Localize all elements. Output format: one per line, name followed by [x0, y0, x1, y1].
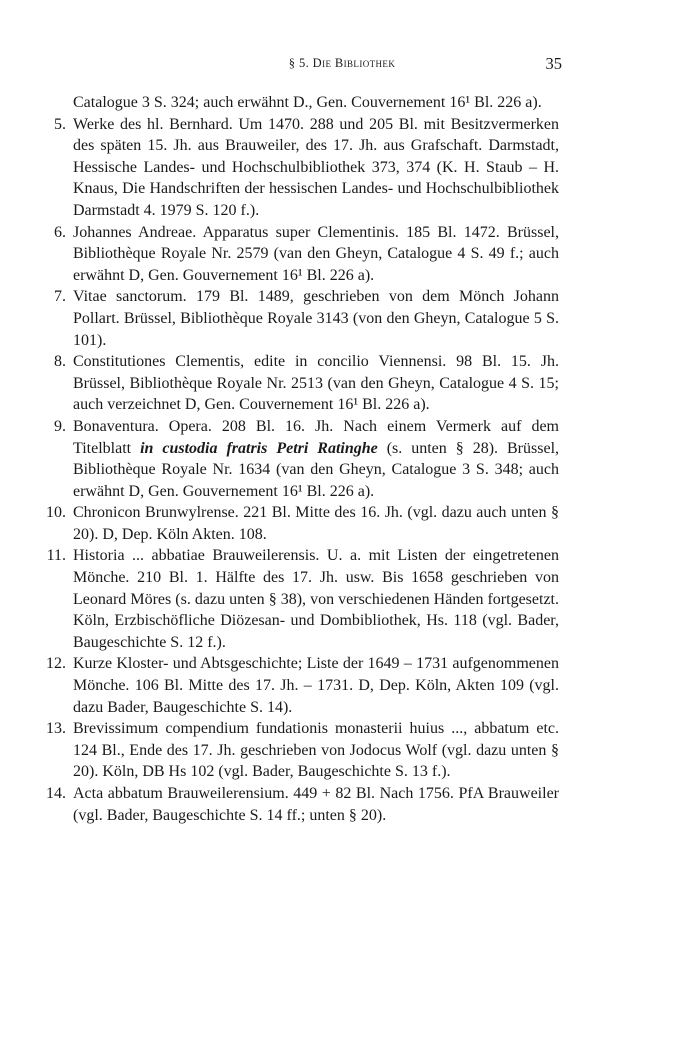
list-item [24, 222, 559, 287]
list-item [24, 545, 559, 653]
item-number: 11. [46, 547, 66, 565]
item-text-italic: in custodia fratris Petri Ratinghe [140, 439, 378, 457]
item-number: 12. [46, 655, 66, 673]
item-text-after: (s. unten § 28). Brüssel, Bibliothèque Royale Nr. 1634 (van den Gheyn, Catalogue 3 S. 348; auch erwähnt D, Gen. Gouvernement 16¹ Bl. 226 a). [73, 439, 560, 500]
list-item [24, 351, 559, 416]
item-text: Historia ... abbatiae Brauweilerensis. U. a. mit Listen der eingetretenen Mönche. 210 Bl. 1. Hälfte des 17. Jh. usw. Bis 1658 geschrieben von Leonard Möres (s. dazu unten § 38), von verschiedenen Händen fortgesetzt. Köln, Erzbischöfliche Diözesan- und Dombibliothek, Hs. 118 (vgl. Bader, Baugeschichte S. 12 f.). [73, 547, 559, 651]
item-number: 5. [54, 115, 66, 133]
item-number: 9. [54, 417, 66, 435]
item-text: Werke des hl. Bernhard. Um 1470. 288 und 205 Bl. mit Besitzvermerken des späten 15. Jh. aus Brauweiler, des 17. Jh. aus Grafschaft. Darmstadt, Hessische Landes- und Hochschulbibliothek 373, 374 (K. H. Staub – H. Knaus, Die Handschriften der hessischen Landes- und Hochschulbibliothek Darmstadt 4. 1979 S. 120 f.). [73, 115, 559, 219]
item-text [73, 418, 559, 500]
page-header [0, 56, 700, 78]
item-text: Johannes Andreae. Apparatus super Clementinis. 185 Bl. 1472. Brüssel, Bibliothèque Royale Nr. 2579 (van den Gheyn, Catalogue 4 S. 49 f.; auch erwähnt D, Gen. Gouvernement 16¹ Bl. 226 a). [73, 223, 559, 284]
list-item [24, 416, 559, 502]
item-number: 7. [54, 288, 66, 306]
item-text: Kurze Kloster- und Abtsgeschichte; Liste der 1649 – 1731 aufgenommenen Mönche. 106 Bl. Mitte des 17. Jh. – 1731. D, Dep. Köln, Akten 109 (vgl. dazu Bader, Baugeschichte S. 14). [73, 655, 559, 716]
list-item [24, 92, 559, 114]
item-text: Chronicon Brunwylrense. 221 Bl. Mitte des 16. Jh. (vgl. dazu auch unten § 20). D, Dep. Köln Akten. 108. [73, 504, 559, 543]
item-text: Constitutiones Clementis, edite in concilio Viennensi. 98 Bl. 15. Jh. Brüssel, Bibliothèque Royale Nr. 2513 (van den Gheyn, Catalogue 4 S. 15; auch verzeichnet D, Gen. Couvernement 16¹ Bl. 226 a). [73, 353, 559, 414]
running-head: § 5. Die Bibliothek [288, 56, 396, 70]
item-number: 8. [54, 353, 66, 371]
list-item [24, 502, 559, 545]
item-number: 13. [46, 720, 66, 738]
item-number: 14. [46, 785, 66, 802]
item-text-before: Bonaventura. Opera. 208 Bl. 16. Jh. Nach einem Vermerk auf dem Titelblatt [73, 417, 559, 457]
list-item [24, 653, 559, 718]
page-number: 35 [545, 54, 562, 73]
item-number: 10. [46, 504, 66, 522]
item-text: Brevissimum compendium fundationis monasterii huius ..., abbatum etc. 124 Bl., Ende des 17. Jh. geschrieben von Jodocus Wolf (vgl. dazu unten § 20). Köln, DB Hs 102 (vgl. Bader, Baugeschichte S. 13 f.). [73, 720, 559, 781]
list-item [24, 114, 559, 222]
item-number: 6. [54, 223, 66, 241]
item-text: Acta abbatum Brauweilerensium. 449 + 82 Bl. Nach 1756. PfA Brauweiler (vgl. Bader, Baugeschichte S. 14 ff.; unten § 20). [73, 785, 559, 824]
list-item [24, 286, 559, 351]
catalogue-list [24, 92, 559, 826]
list-item [24, 718, 559, 783]
item-text: Vitae sanctorum. 179 Bl. 1489, geschrieben von dem Mönch Johann Pollart. Brüssel, Bibliothèque Royale 3143 (von den Gheyn, Catalogue 5 S. 101). [73, 288, 559, 349]
list-item [24, 783, 559, 826]
item-text: Catalogue 3 S. 324; auch erwähnt D., Gen. Couvernement 16¹ Bl. 226 a). [73, 94, 542, 111]
